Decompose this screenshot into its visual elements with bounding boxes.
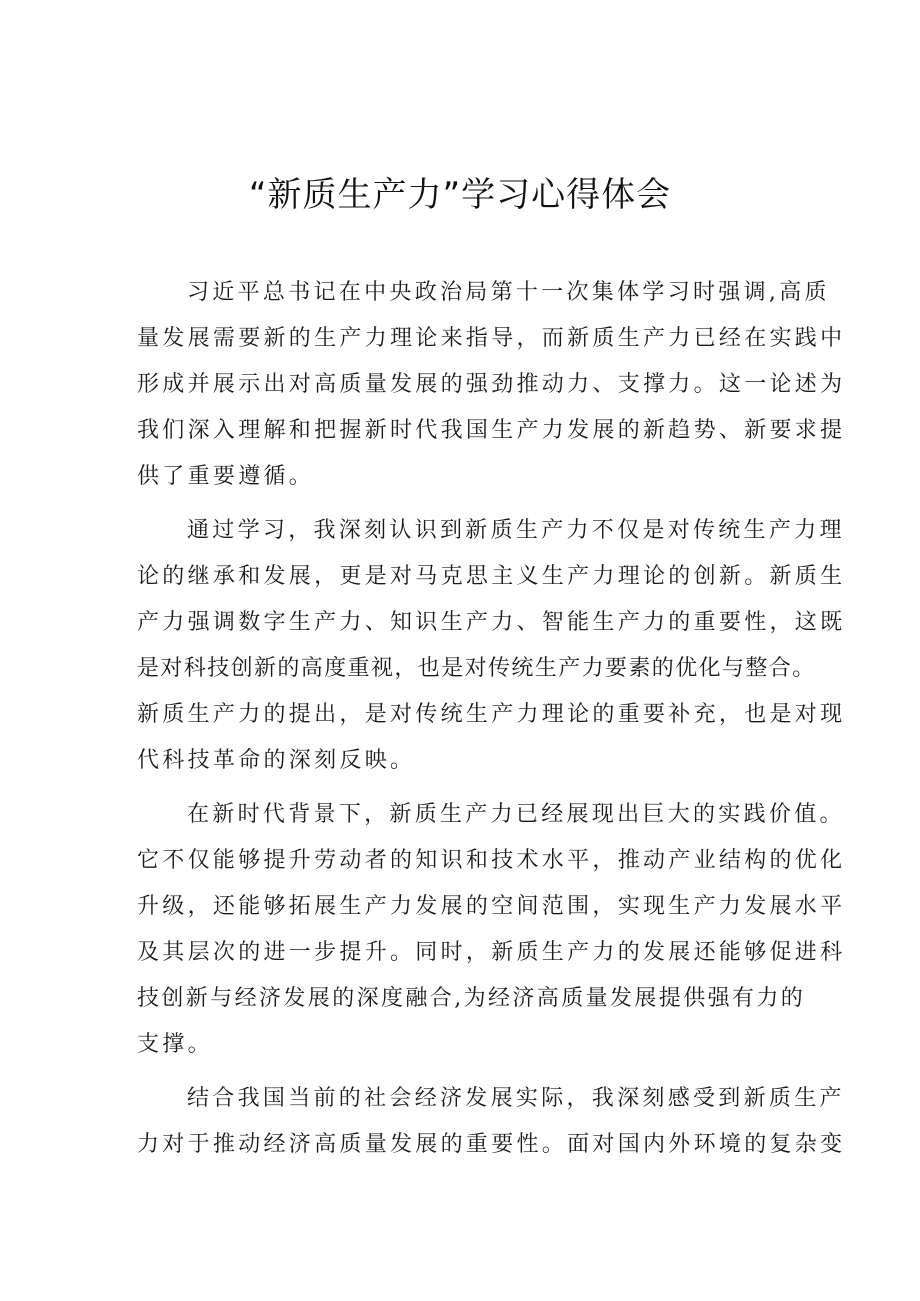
paragraph-line: 力对于推动经济高质量发展的重要性。面对国内外环境的复杂变 [137,1132,846,1157]
paragraph-line: 结合我国当前的社会经济发展实际，我深刻感受到新质生产 [187,1086,845,1111]
paragraph-line: 支撑。 [137,1032,213,1057]
paragraph-line: 技创新与经济发展的深度融合,为经济高质量发展提供强有力的 [137,986,806,1011]
paragraph-2 [137,508,846,784]
paragraph-line: 我们深入理解和把握新时代我国生产力发展的新趋势、新要求提 [137,418,846,443]
document-body [137,270,846,1176]
paragraph-line: 在新时代背景下，新质生产力已经展现出巨大的实践价值。 [187,802,845,827]
paragraph-line: 及其层次的进一步提升。同时，新质生产力的发展还能够促进科 [137,940,846,965]
paragraph-line: 产力强调数字生产力、知识生产力、智能生产力的重要性，这既 [137,610,846,635]
paragraph-line: 通过学习，我深刻认识到新质生产力不仅是对传统生产力理 [187,518,845,543]
paragraph-line: 代科技革命的深刻反映。 [137,748,416,773]
paragraph-line: 形成并展示出对高质量发展的强劲推动力、支撑力。这一论述为 [137,372,846,397]
paragraph-line: 升级，还能够拓展生产力发展的空间范围，实现生产力发展水平 [137,894,846,919]
paragraph-line: 论的继承和发展，更是对马克思主义生产力理论的创新。新质生 [137,564,846,589]
paragraph-line: 供了重要遵循。 [137,464,315,489]
paragraph-3 [137,792,846,1068]
paragraph-line: 新质生产力的提出，是对传统生产力理论的重要补充，也是对现 [137,702,846,727]
document-title: “新质生产力”学习心得体会 [248,175,672,215]
paragraph-1 [137,270,846,500]
paragraph-line: 量发展需要新的生产力理论来指导，而新质生产力已经在实践中 [137,326,846,351]
paragraph-line: 习近平总书记在中央政治局第十一次集体学习时强调,高质 [187,280,830,305]
paragraph-line: 它不仅能够提升劳动者的知识和技术水平，推动产业结构的优化 [137,848,846,873]
paragraph-line: 是对科技创新的高度重视，也是对传统生产力要素的优化与整合。 [137,656,816,681]
paragraph-4 [137,1076,846,1168]
